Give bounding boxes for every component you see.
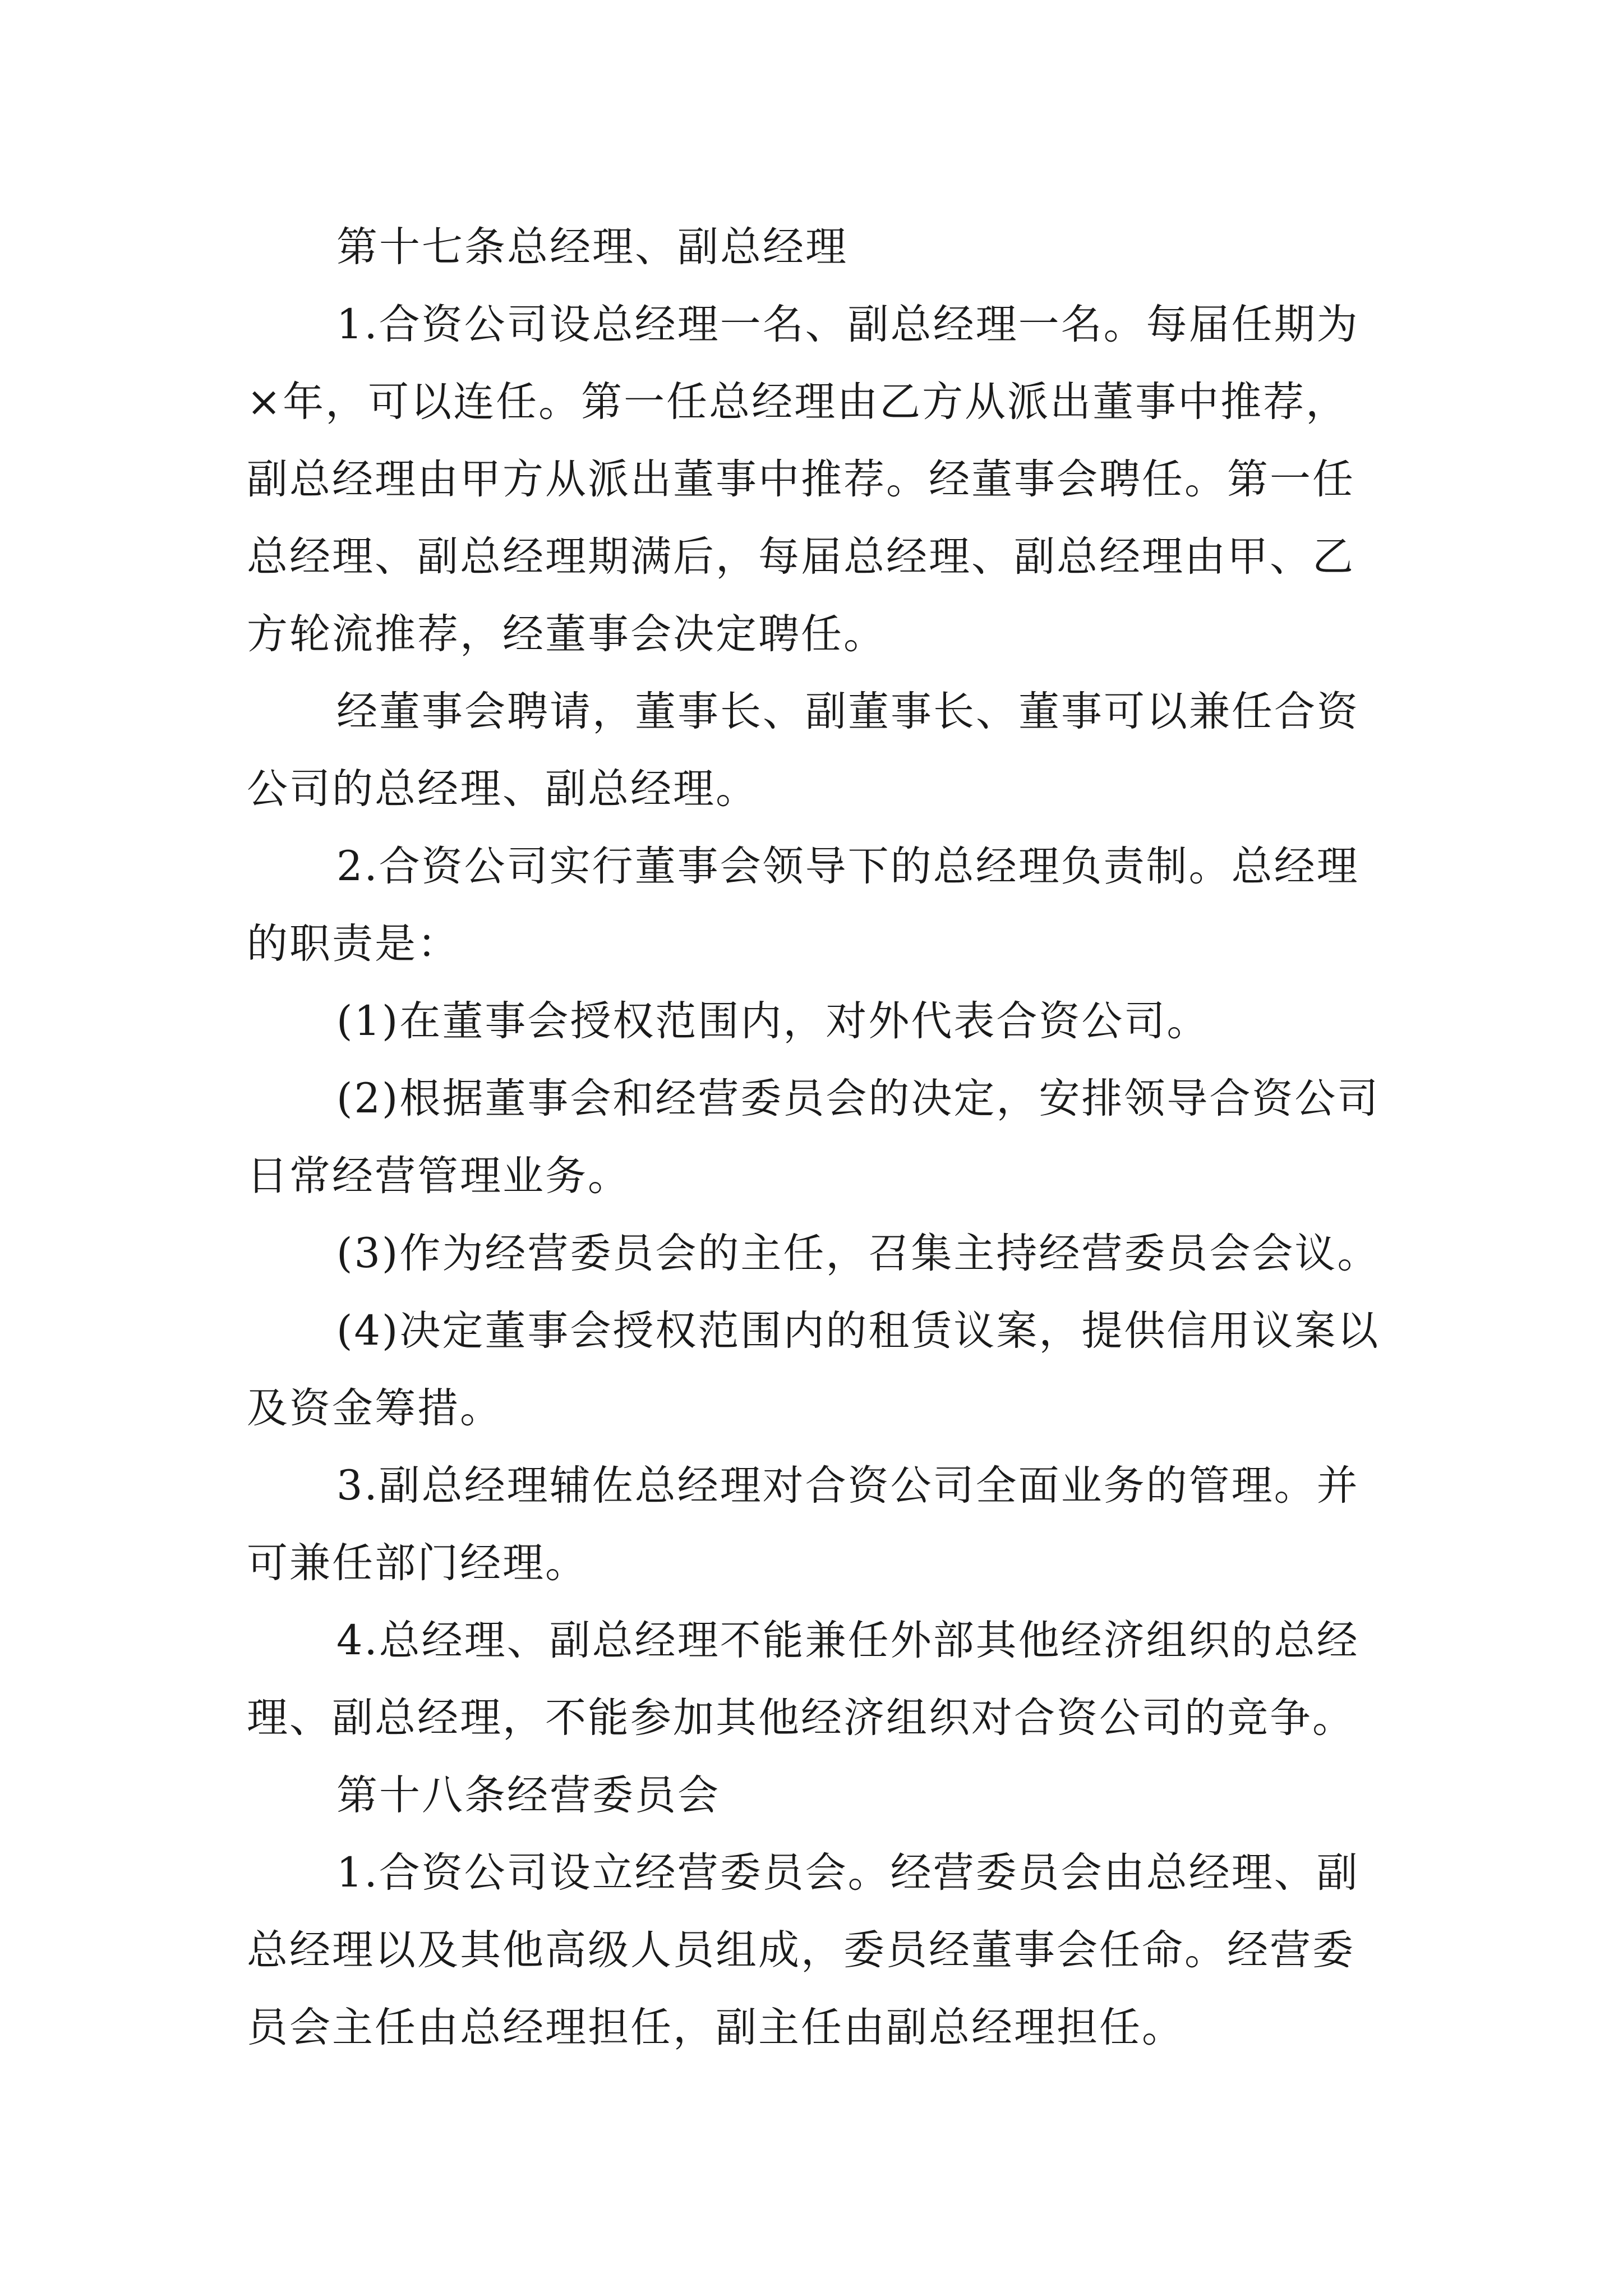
article-18-clause-1: 1.合资公司设立经营委员会。经营委员会由总经理、副总经理以及其他高级人员组成，委员经董事会任命。经营委员会主任由总经理担任，副主任由副总经理担任。 [247,1849,1359,2051]
article-17-clause-2-item-3: (3)作为经营委员会的主任，召集主持经营委员会会议。 [336,1230,1380,1277]
article-17-clause-2: 2.合资公司实行董事会领导下的总经理负责制。总经理的职责是： [247,843,1359,968]
article-17-heading: 第十七条总经理、副总经理 [336,223,848,271]
article-17-clause-3: 3.副总经理辅佐总经理对合资公司全面业务的管理。并可兼任部门经理。 [247,1462,1359,1587]
article-17-clause-1: 1.合资公司设总经理一名、副总经理一名。每届任期为×年，可以连任。第一任总经理由乙方从派出董事中推荐，副总经理由甲方从派出董事中推荐。经董事会聘任。第一任总经理、副总经理期满后，每届总经理、副总经理由甲、乙方轮流推荐，经董事会决定聘任。 [247,301,1359,658]
document-body [247,209,1391,2067]
article-17-clause-2-item-4: (4)决定董事会授权范围内的租赁议案，提供信用议案以及资金筹措。 [247,1307,1380,1432]
article-18-heading: 第十八条经营委员会 [336,1772,720,1819]
article-17-clause-2-item-2: (2)根据董事会和经营委员会的决定，安排领导合资公司日常经营管理业务。 [247,1075,1380,1200]
article-17-clause-1-note: 经董事会聘请，董事长、副董事长、董事可以兼任合资公司的总经理、副总经理。 [247,688,1359,813]
article-17-clause-2-item-1: (1)在董事会授权范围内，对外代表合资公司。 [336,997,1210,1045]
article-17-clause-4: 4.总经理、副总经理不能兼任外部其他经济组织的总经理、副总经理，不能参加其他经济组织对合资公司的竞争。 [247,1617,1359,1742]
